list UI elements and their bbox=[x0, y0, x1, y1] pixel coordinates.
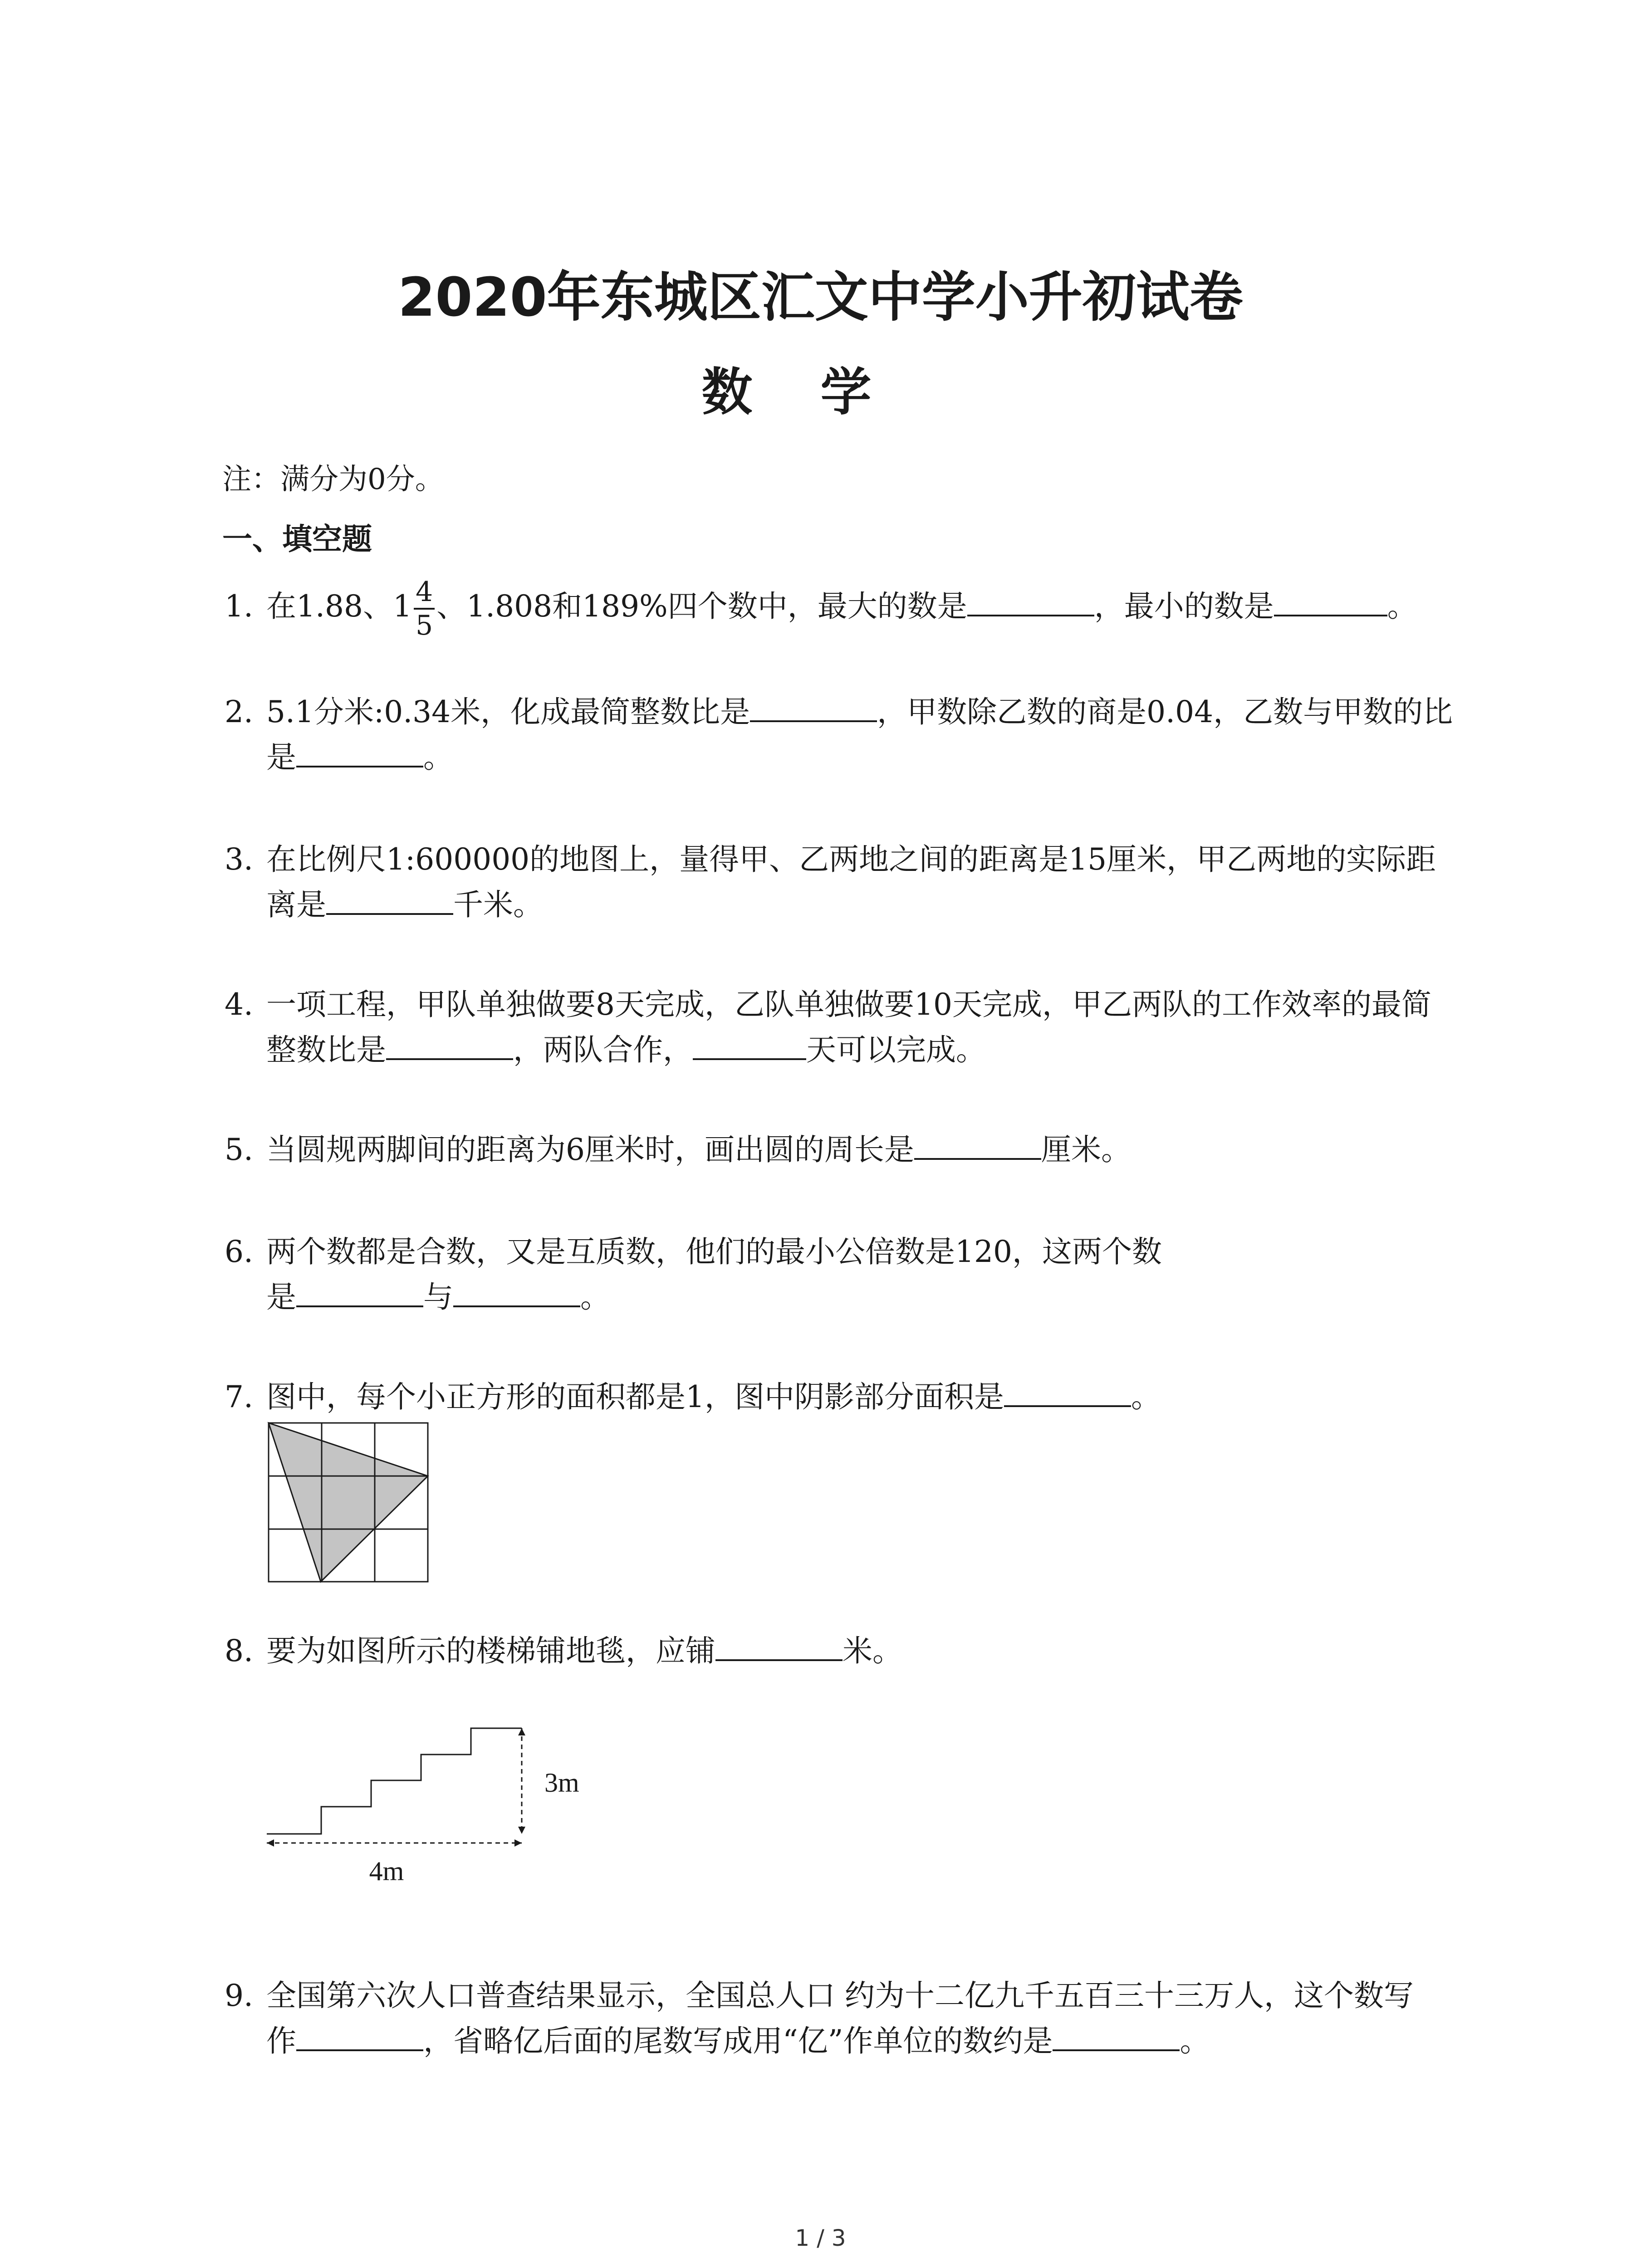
question-text: 全国第六次人口普查结果显示，全国总人口 约为十二亿九千五百三十三万人，这个数写 bbox=[266, 1978, 1414, 2013]
fraction bbox=[414, 576, 435, 641]
question-text: 是 bbox=[266, 740, 296, 775]
question-text: 。 bbox=[580, 1280, 610, 1315]
question-number: 6. bbox=[225, 1234, 253, 1269]
question-text: 要为如图所示的楼梯铺地毯，应铺 bbox=[266, 1633, 715, 1668]
question-text: ，两队合作， bbox=[513, 1032, 693, 1067]
question-text: 千米。 bbox=[453, 887, 543, 922]
question-text: 天可以完成。 bbox=[806, 1032, 986, 1067]
question-number: 1. bbox=[225, 589, 253, 624]
question-7 bbox=[225, 1374, 1161, 1420]
answer-blank[interactable] bbox=[914, 1131, 1041, 1160]
question-text: 。 bbox=[423, 740, 453, 775]
answer-blank[interactable] bbox=[453, 1278, 580, 1307]
section-heading-fill-blank: 一、填空题 bbox=[222, 522, 372, 557]
staircase-outline bbox=[267, 1728, 522, 1834]
staircase-figure bbox=[254, 1715, 617, 1896]
answer-blank[interactable] bbox=[386, 1031, 513, 1060]
answer-blank[interactable] bbox=[296, 738, 423, 767]
question-text: 在1.88、1 bbox=[266, 589, 412, 624]
subject-title: 数学 bbox=[701, 363, 940, 422]
answer-blank[interactable] bbox=[693, 1031, 806, 1060]
question-number: 3. bbox=[225, 842, 253, 877]
arrow-left-icon bbox=[267, 1839, 274, 1847]
answer-blank[interactable] bbox=[1053, 2022, 1180, 2051]
question-text: 图中，每个小正方形的面积都是1，图中阴影部分面积是 bbox=[266, 1379, 1004, 1414]
arrow-down-icon bbox=[518, 1827, 525, 1834]
question-text: ，省略亿后面的尾数写成用“亿”作单位的数约是 bbox=[423, 2024, 1053, 2058]
question-text: 。 bbox=[1387, 589, 1417, 624]
fraction-numerator: 4 bbox=[414, 576, 435, 610]
question-text: 5.1分米:0.34米，化成最简整数比是 bbox=[266, 694, 750, 729]
question-number: 7. bbox=[225, 1379, 253, 1414]
question-text: 米。 bbox=[843, 1633, 902, 1668]
question-text: 当圆规两脚间的距离为6厘米时，画出圆的周长是 bbox=[266, 1132, 914, 1167]
question-2 bbox=[225, 689, 1453, 780]
question-text: 两个数都是合数，又是互质数，他们的最小公倍数是120，这两个数 bbox=[266, 1234, 1162, 1269]
question-9 bbox=[225, 1973, 1414, 2064]
question-6 bbox=[225, 1229, 1162, 1320]
question-4 bbox=[225, 982, 1431, 1073]
question-number: 2. bbox=[225, 694, 253, 729]
question-text: 作 bbox=[266, 2024, 296, 2058]
answer-blank[interactable] bbox=[750, 693, 877, 722]
question-3 bbox=[225, 837, 1436, 928]
question-text: ，甲数除乙数的商是0.04，乙数与甲数的比 bbox=[877, 694, 1453, 729]
question-text: 厘米。 bbox=[1041, 1132, 1131, 1167]
question-text: 离是 bbox=[266, 887, 326, 922]
score-note: 注：满分为0分。 bbox=[222, 463, 444, 496]
question-number: 4. bbox=[225, 987, 253, 1022]
question-text: 一项工程，甲队单独做要8天完成，乙队单独做要10天完成，甲乙两队的工作效率的最简 bbox=[266, 987, 1431, 1022]
width-label: 4m bbox=[369, 1856, 404, 1886]
answer-blank[interactable] bbox=[1004, 1378, 1131, 1407]
question-text: 、1.808和189%四个数中，最大的数是 bbox=[436, 589, 967, 624]
question-number: 9. bbox=[225, 1978, 253, 2013]
fraction-denominator: 5 bbox=[415, 610, 433, 641]
question-1 bbox=[225, 576, 1417, 641]
question-number: 5. bbox=[225, 1132, 253, 1167]
grid-triangle-figure bbox=[265, 1420, 433, 1588]
question-text: 与 bbox=[423, 1280, 453, 1315]
question-text: 在比例尺1:600000的地图上，量得甲、乙两地之间的距离是15厘米，甲乙两地的实际距 bbox=[266, 842, 1436, 877]
height-label: 3m bbox=[544, 1768, 579, 1798]
question-text: 。 bbox=[1131, 1379, 1161, 1414]
question-text: 整数比是 bbox=[266, 1032, 386, 1067]
arrow-right-icon bbox=[514, 1839, 522, 1847]
answer-blank[interactable] bbox=[967, 587, 1094, 616]
question-text: ，最小的数是 bbox=[1094, 589, 1274, 624]
page-number: 1 / 3 bbox=[795, 2225, 846, 2251]
answer-blank[interactable] bbox=[296, 1278, 423, 1307]
answer-blank[interactable] bbox=[715, 1632, 843, 1661]
question-text: 是 bbox=[266, 1280, 296, 1315]
answer-blank[interactable] bbox=[326, 886, 453, 915]
question-number: 8. bbox=[225, 1633, 253, 1668]
page-title: 2020年东城区汇文中学小升初试卷 bbox=[398, 266, 1243, 328]
answer-blank[interactable] bbox=[296, 2022, 423, 2051]
question-5 bbox=[225, 1127, 1131, 1173]
question-text: 。 bbox=[1180, 2024, 1210, 2058]
question-8 bbox=[225, 1628, 902, 1674]
shaded-triangle bbox=[269, 1423, 428, 1582]
answer-blank[interactable] bbox=[1274, 587, 1387, 616]
arrow-up-icon bbox=[518, 1728, 525, 1735]
